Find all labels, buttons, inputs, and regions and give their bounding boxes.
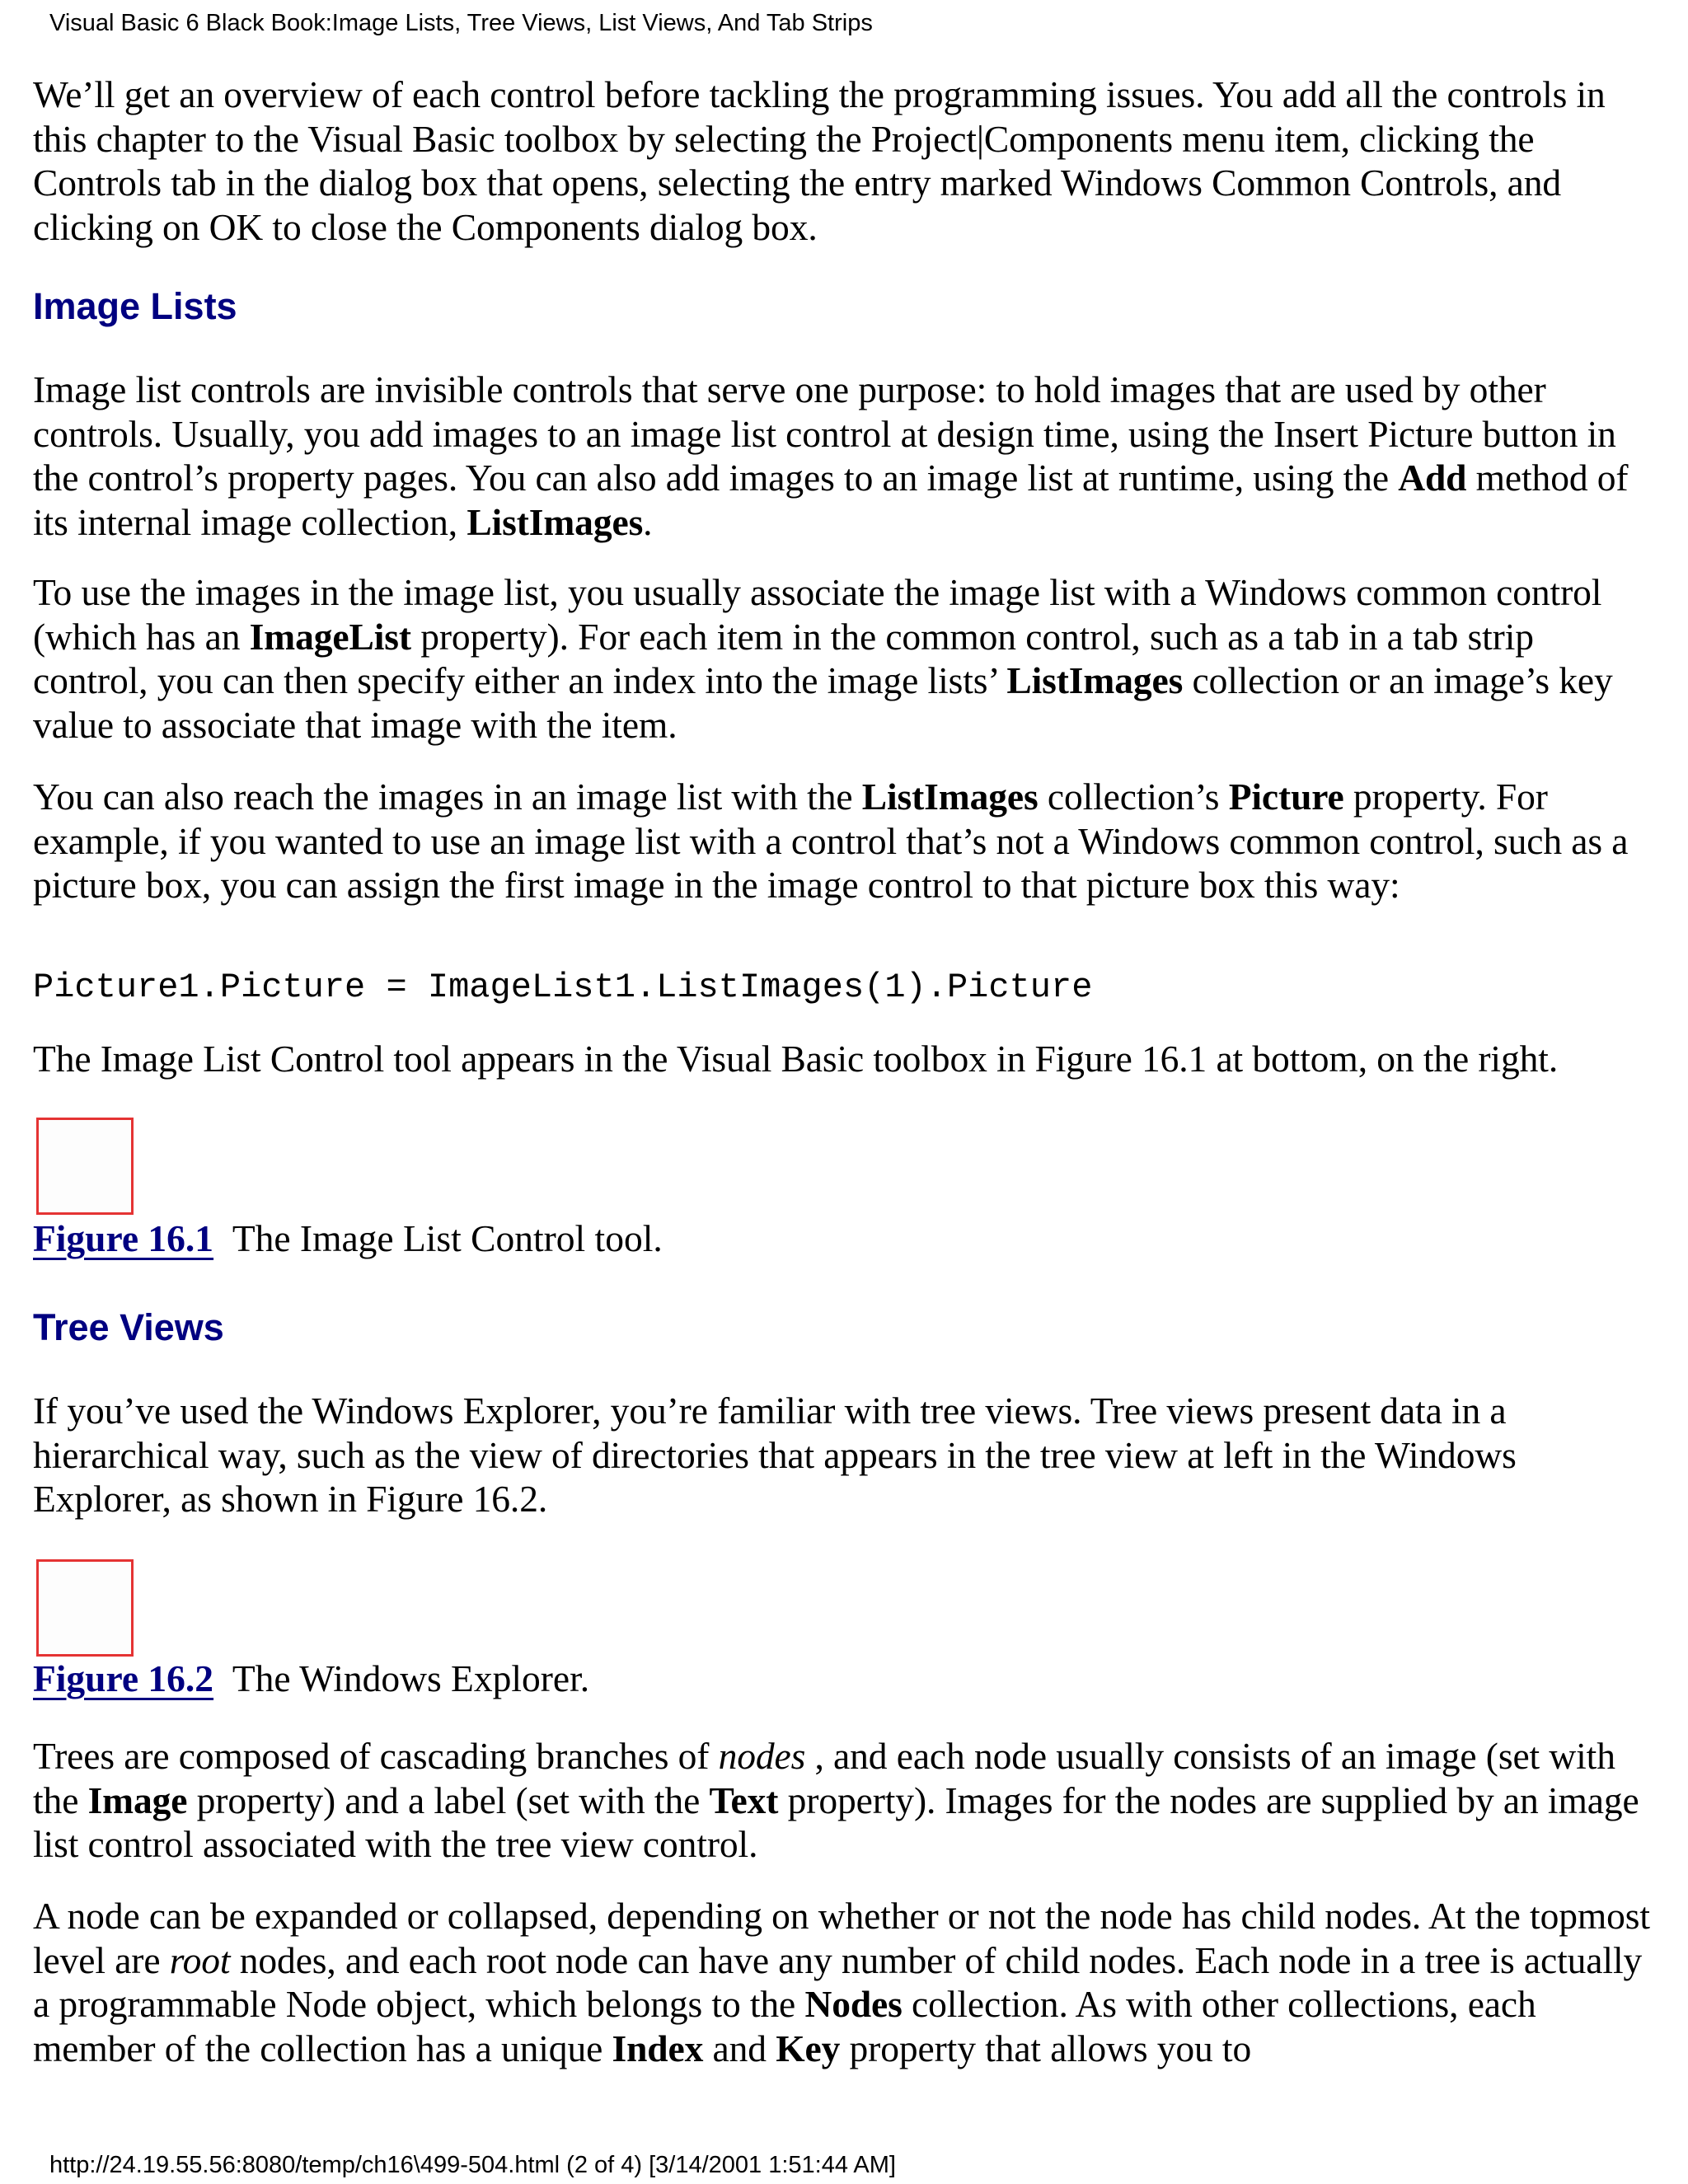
section-heading-tree-views: Tree Views	[33, 1306, 224, 1348]
figure-16-1-link[interactable]: Figure 16.1	[33, 1217, 214, 1259]
image-lists-paragraph-1: Image list controls are invisible controls that serve one purpose: to hold images that are used by other controls. Usually, you add images to an image list control at design time, using the Insert Picture button in the control’s property pages. You can also add images to an image list at runtime, using the Add method of its internal image collection, ListImages.	[33, 368, 1629, 543]
tree-views-paragraph-3: A node can be expanded or collapsed, depending on whether or not the node has child nodes. At the topmost level are root nodes, and each root node can have any number of child nodes. Each node in a tree is actually a programmable Node object, which belongs to the Nodes collection. As with other collections, each member of the collection has a unique Index and Key property that allows you to	[33, 1895, 1650, 2069]
code-snippet: Picture1.Picture = ImageList1.ListImages(1).Picture	[33, 968, 1093, 1007]
figure-16-2-caption-text: The Windows Explorer.	[232, 1657, 590, 1699]
figure-16-2-caption	[33, 1657, 589, 1700]
figure-16-1-image-placeholder	[36, 1118, 134, 1215]
image-lists-paragraph-3: You can also reach the images in an image list with the ListImages collection’s Picture property. For example, if you wanted to use an image list with a control that’s not a Windows common control, such as a picture box, you can assign the first image in the image control to that picture box this way:	[33, 776, 1629, 906]
page-header-title: Visual Basic 6 Black Book:Image Lists, Tree Views, List Views, And Tab Strips	[49, 10, 873, 36]
page-footer-url: http://24.19.55.56:8080/temp/ch16\499-504.html (2 of 4) [3/14/2001 1:51:44 AM]	[49, 2152, 896, 2178]
figure-16-1-caption-text: The Image List Control tool.	[232, 1217, 663, 1259]
tree-views-paragraph-1: If you’ve used the Windows Explorer, you’re familiar with tree views. Tree views present data in a hierarchical way, such as the view of directories that appears in the tree view at left in the Windows Explorer, as shown in Figure 16.2.	[33, 1390, 1517, 1520]
figure-16-1-caption	[33, 1216, 663, 1260]
section-heading-image-lists: Image Lists	[33, 285, 237, 327]
image-lists-paragraph-2: To use the images in the image list, you usually associate the image list with a Windows common control (which has an ImageList property). For each item in the common control, such as a tab in a tab strip control, you can then specify either an index into the image lists’ ListImages collection or an image’s key value to associate that image with the item.	[33, 571, 1613, 746]
tree-views-paragraph-2: Trees are composed of cascading branches of nodes , and each node usually consists of an image (set with the Image property) and a label (set with the Text property). Images for the nodes are supplied by an image list control associated with the tree view control.	[33, 1735, 1639, 1865]
figure-16-2-link[interactable]: Figure 16.2	[33, 1657, 214, 1699]
intro-paragraph: We’ll get an overview of each control before tackling the programming issues. You add all the controls in this chapter to the Visual Basic toolbox by selecting the Project|Components menu item, clicking the Controls tab in the dialog box that opens, selecting the entry marked Windows Common Controls, and clicking on OK to close the Components dialog box.	[33, 73, 1606, 248]
image-lists-paragraph-4: The Image List Control tool appears in the Visual Basic toolbox in Figure 16.1 at bottom, on the right.	[33, 1038, 1559, 1080]
figure-16-2-image-placeholder	[36, 1559, 134, 1657]
